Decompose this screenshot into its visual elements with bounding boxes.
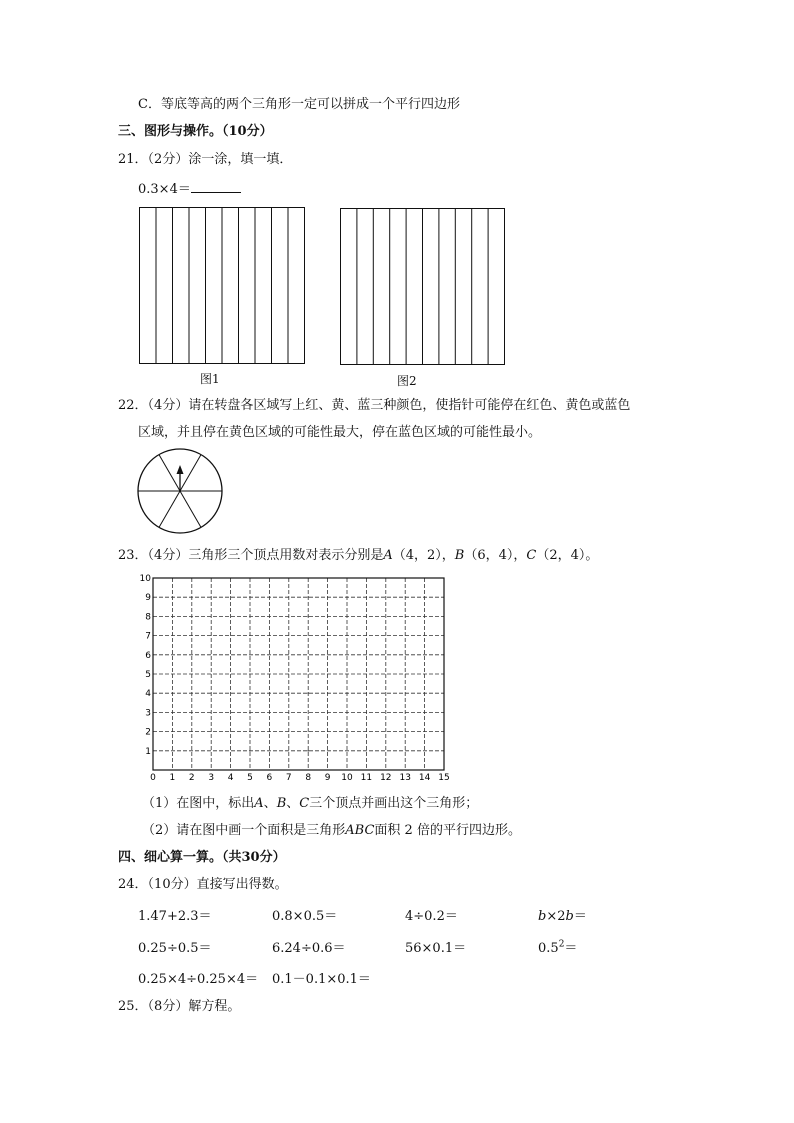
grid-dot — [249, 750, 251, 752]
grid-dot — [307, 596, 309, 598]
figure-1-caption: 图1 — [200, 372, 220, 386]
q23-sub1-sep2: 、 — [286, 796, 300, 811]
grid-dot — [307, 616, 309, 618]
q23-heading — [118, 548, 598, 564]
calc-item: 0.25×4÷0.25×4＝ — [138, 972, 259, 987]
point-a-coord: （4，2）， — [392, 548, 455, 563]
x-tick-label: 10 — [341, 773, 353, 783]
q23-prefix: 23．（4分）三角形三个顶点用数对表示分别是 — [118, 548, 384, 563]
x-tick-label: 12 — [380, 773, 392, 783]
calc-item: 0.8×0.5＝ — [272, 909, 338, 924]
calc-item: 0.1－0.1×0.1＝ — [272, 972, 371, 987]
q25-heading: 25．（8分）解方程。 — [118, 999, 241, 1014]
calc-op: ×2 — [546, 909, 566, 924]
x-tick-label: 1 — [169, 773, 176, 783]
x-tick-label: 2 — [188, 773, 195, 783]
q22-line1: 22．（4分）请在转盘各区域写上红、黄、蓝三种颜色，使指针可能停在红色、黄色或蓝色 — [118, 398, 631, 413]
y-tick-label: 9 — [145, 593, 151, 604]
x-tick-label: 6 — [266, 773, 273, 783]
x-tick-label: 7 — [285, 773, 292, 783]
q23-sub1 — [142, 796, 478, 812]
calc-exponent: 2 — [558, 939, 565, 950]
y-tick-label: 6 — [145, 650, 151, 661]
spinner-wheel[interactable] — [136, 447, 226, 537]
calc-item: 6.24÷0.6＝ — [272, 941, 346, 956]
calc-eq: ＝ — [564, 941, 578, 956]
y-tick-label: 3 — [145, 708, 151, 719]
grid-dot — [249, 616, 251, 618]
x-tick-label: 15 — [438, 773, 450, 783]
answer-blank[interactable] — [191, 180, 241, 193]
q23-sub2-pre: （2）请在图中画一个面积是三角形 — [142, 823, 346, 838]
q23-sub2-post: 面积 2 倍的平行四边形。 — [374, 823, 521, 838]
x-tick-label: 8 — [305, 773, 312, 783]
x-tick-label: 9 — [324, 773, 331, 783]
grid-dot — [307, 750, 309, 752]
x-tick-label: 3 — [208, 773, 215, 783]
grid-dot — [307, 692, 309, 694]
q23-sub1-b: B — [276, 796, 287, 811]
x-tick-label: 0 — [150, 773, 156, 783]
option-c: C．等底等高的两个三角形一定可以拼成一个平行四边形 — [138, 97, 460, 112]
q21-heading: 21．（2分）涂一涂，填一填． — [118, 152, 293, 167]
calc-item — [538, 937, 577, 956]
coordinate-grid[interactable] — [138, 574, 456, 786]
q22-line2: 区域，并且停在黄色区域的可能性最大，停在蓝色区域的可能性最小。 — [138, 425, 542, 440]
q23-sub1-c: C — [299, 796, 310, 811]
y-tick-label: 5 — [145, 670, 151, 680]
calc-var-b: b — [565, 909, 574, 924]
x-tick-label: 13 — [399, 773, 411, 783]
point-c-coord: （2，4）。 — [536, 548, 599, 563]
point-a-label: A — [383, 548, 393, 563]
q24-heading: 24．（10分）直接写出得数。 — [118, 877, 288, 892]
grid-dot — [249, 596, 251, 598]
y-tick-label: 7 — [145, 631, 151, 642]
q23-sub1-pre: （1）在图中，标出 — [142, 796, 255, 811]
calc-eq: ＝ — [573, 909, 587, 924]
calc-item: 1.47+2.3＝ — [138, 909, 212, 924]
q21-equation — [138, 180, 241, 198]
section4-title: 四、细心算一算。（共30分） — [118, 850, 286, 865]
q21-equation-text: 0.3×4＝ — [138, 182, 191, 197]
point-b-label: B — [454, 548, 465, 563]
y-tick-label: 2 — [145, 727, 151, 738]
q23-sub2-abc: ABC — [345, 823, 375, 838]
point-c-label: C — [526, 548, 537, 563]
y-tick-label: 1 — [145, 746, 151, 757]
y-tick-label: 8 — [145, 612, 151, 623]
y-tick-label: 4 — [145, 689, 151, 700]
calc-item: 56×0.1＝ — [405, 941, 467, 956]
q23-sub2 — [142, 823, 521, 839]
q23-sub1-post: 三个顶点并画出这个三角形； — [309, 796, 479, 811]
calc-item — [538, 905, 587, 924]
point-b-coord: （6，4）， — [464, 548, 527, 563]
figure-2-grid[interactable] — [340, 208, 506, 366]
q23-sub1-sep1: 、 — [263, 796, 277, 811]
x-tick-label: 5 — [247, 773, 253, 783]
calc-item: 4÷0.2＝ — [405, 909, 458, 924]
calc-item: 0.25÷0.5＝ — [138, 941, 212, 956]
x-tick-label: 11 — [360, 773, 373, 783]
figure-1-grid[interactable] — [139, 207, 306, 365]
figure-2-caption: 图2 — [397, 374, 417, 388]
section3-title: 三、图形与操作。（10分） — [118, 124, 273, 139]
x-tick-label: 4 — [227, 773, 234, 783]
grid-dot — [249, 692, 251, 694]
y-tick-label: 10 — [139, 574, 151, 584]
calc-base: 0.5 — [538, 941, 559, 956]
x-tick-label: 14 — [418, 773, 431, 783]
q23-sub1-a: A — [254, 796, 264, 811]
calc-var-b: b — [538, 909, 547, 924]
